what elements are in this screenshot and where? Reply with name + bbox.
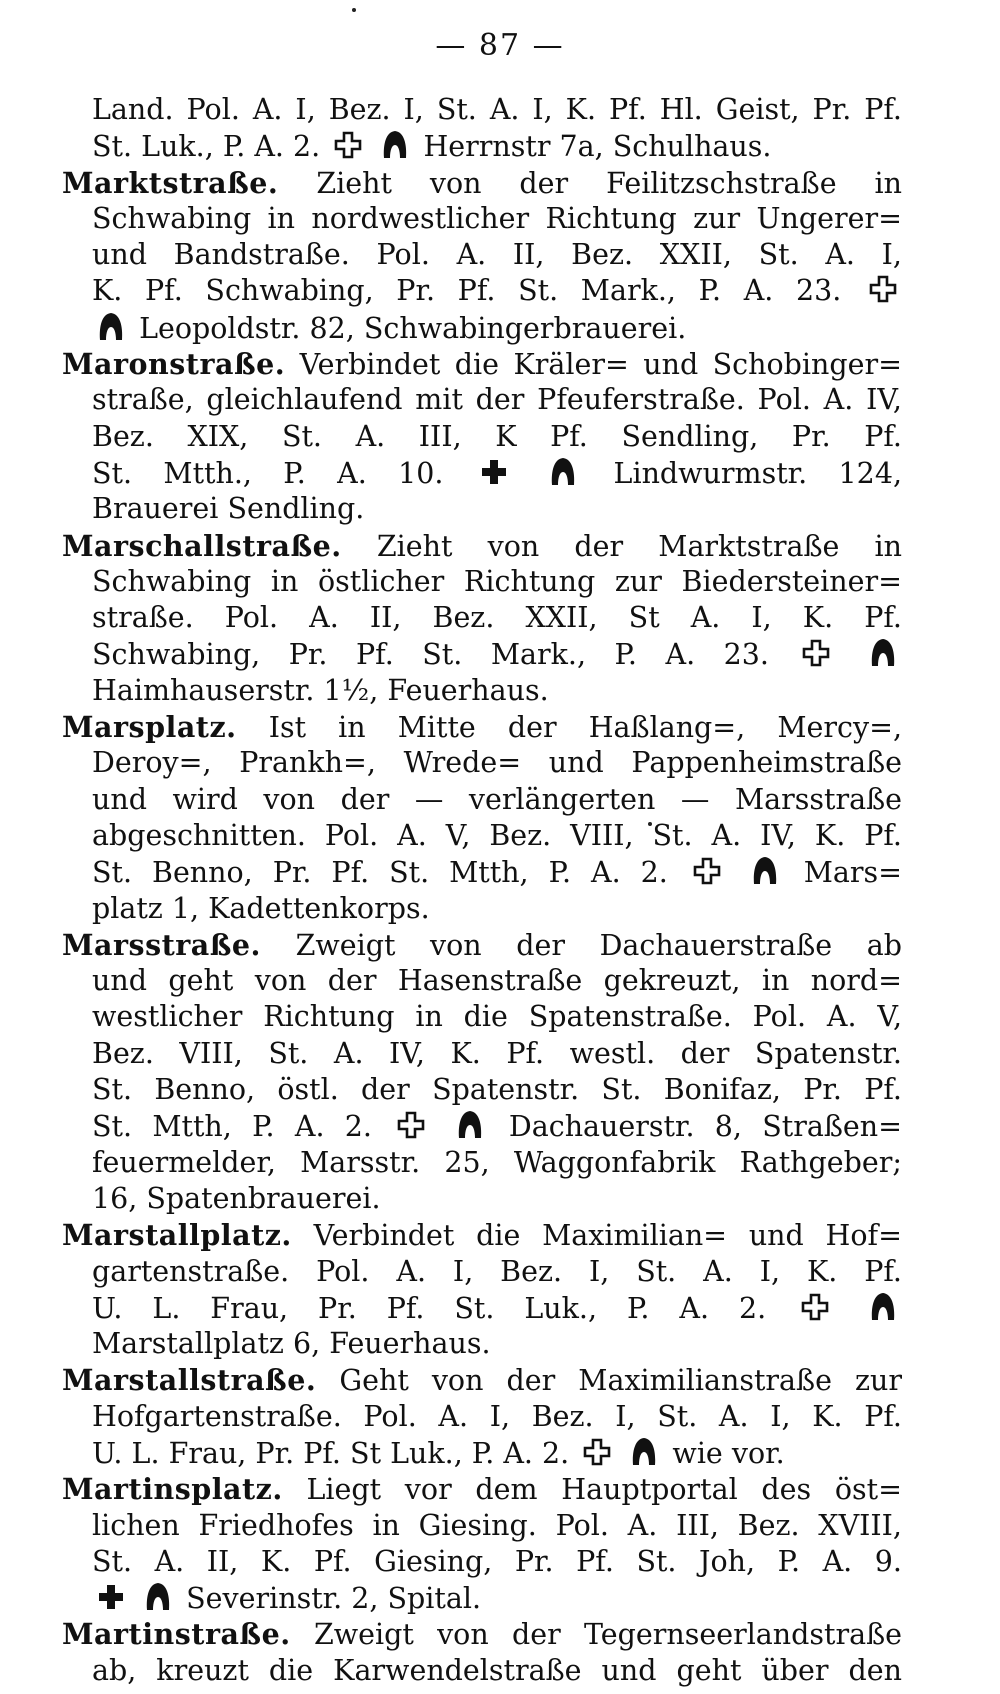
entry-text: Zieht von der Marktstraße in [376, 529, 903, 563]
entry-line [62, 1435, 902, 1471]
hydrant-icon [455, 1108, 485, 1149]
entry-line [62, 1036, 902, 1072]
entry-text: abgeschnitten. Pol. A. V, Bez. VIII, St. A. IV, K. Pf. [92, 818, 902, 852]
entry-text-after-icons: Severinstr. 2, Spital. [186, 1582, 482, 1616]
entry [62, 346, 902, 527]
entry-text: Zweigt von der Dachauerstraße ab [295, 928, 902, 962]
entry-line [62, 1399, 902, 1435]
entry-text: St. Mtth., P. A. 10. [92, 456, 444, 490]
entry-line [62, 600, 902, 636]
entry-text: Zieht von der Feilitzschstraße in [316, 166, 902, 200]
hydrant-icon [380, 128, 410, 169]
entry-headword: Marsstraße. [62, 927, 261, 962]
entry [62, 927, 902, 1217]
entry-text: Schwabing in östlicher Richtung zur Biedersteiner= [92, 564, 902, 598]
entry-line [62, 1580, 902, 1616]
entry-text: ab, kreuzt die Karwendelstraße und geht über den [92, 1653, 902, 1687]
hydrant-icon [868, 1290, 898, 1331]
entry-text: Bez. XIX, St. A. III, K Pf. Sendling, Pr. Pf. [92, 419, 902, 453]
entry-line [62, 927, 902, 963]
entry-text: Deroy=, Prankh=, Wrede= und Pappenheimstraße [92, 746, 902, 780]
entry-headword: Marstallplatz. [62, 1218, 292, 1253]
entry [62, 1362, 902, 1471]
ink-speck [352, 8, 356, 12]
entry-text-after-icons: Dachauerstr. 8, Straßen= [508, 1110, 903, 1144]
cross-outline-icon [396, 1110, 426, 1149]
cross-outline-icon [800, 1292, 830, 1331]
entry-line [62, 673, 902, 709]
entry-line [62, 1108, 902, 1144]
entry-text: Haimhauserstr. 1½, Feuerhaus. [92, 673, 549, 707]
entry-line [62, 854, 902, 890]
entry-line [62, 1290, 902, 1326]
entry-text: Verbindet die Kräler= und Schobinger= [299, 348, 902, 382]
entry-line [62, 1544, 902, 1580]
entry-text: Hofgartenstraße. Pol. A. I, Bez. I, St. A. I, K. Pf. [92, 1399, 902, 1433]
page-number: — 87 — [435, 28, 565, 63]
hydrant-icon [868, 636, 898, 677]
entry-text: St. Benno, Pr. Pf. St. Mtth, P. A. 2. [92, 856, 668, 890]
entry-headword: Marsplatz. [62, 710, 237, 745]
entry-line [62, 491, 902, 527]
entry-text: westlicher Richtung in die Spatenstraße. Pol. A. V, [92, 1000, 902, 1034]
entry-text: K. Pf. Schwabing, Pr. Pf. St. Mark., P. A. 23. [92, 274, 842, 308]
entry-text: gartenstraße. Pol. A. I, Bez. I, St. A. I, K. Pf. [92, 1254, 902, 1288]
entry-text: Land. Pol. A. I, Bez. I, St. A. I, K. Pf. Hl. Geist, Pr. Pf. [92, 93, 902, 126]
cross-solid-icon [479, 457, 509, 496]
entry-text: Bez. VIII, St. A. IV, K. Pf. westl. der Spatenstr. [92, 1036, 902, 1070]
hydrant-icon [143, 1580, 173, 1621]
entry-line [62, 92, 902, 128]
entry-line [62, 1217, 902, 1253]
entry-line [62, 1326, 902, 1362]
entry-text: Ist in Mitte der Haßlang=, Mercy=, [268, 711, 903, 745]
entry-line [62, 999, 902, 1035]
entry-line [62, 455, 902, 491]
entry-text: straße, gleichlaufend mit der Pfeuferstraße. Pol. A. IV, [92, 383, 902, 417]
hydrant-icon [548, 455, 578, 496]
hydrant-icon [96, 310, 126, 351]
entry-text: Brauerei Sendling. [92, 492, 365, 526]
entry-text: Schwabing in nordwestlicher Richtung zur Ungerer= [92, 201, 902, 235]
entry-text-after-icons: Mars= [803, 856, 903, 890]
entry-line [62, 165, 902, 201]
entry-text: platz 1, Kadettenkorps. [92, 891, 430, 925]
entry-text: Geht von der Maximilianstraße zur [339, 1364, 902, 1398]
entry-headword: Martinsplatz. [62, 1472, 283, 1507]
entry [62, 1471, 902, 1616]
entry-text: 16, Spatenbrauerei. [92, 1181, 381, 1215]
entry-line [62, 1362, 902, 1398]
entry-text: und geht von der Hasenstraße gekreuzt, in nord= [92, 964, 902, 998]
directory-entries [62, 92, 902, 1689]
entry-line [62, 1471, 902, 1507]
entry-headword: Marstallstraße. [62, 1363, 317, 1398]
entry-text-after-icons: Leopoldstr. 82, Schwabingerbrauerei. [139, 311, 687, 345]
entry-line [62, 528, 902, 564]
entry [62, 165, 902, 346]
entry-line [62, 564, 902, 600]
entry-line [62, 963, 902, 999]
entry-text: St. Mtth, P. A. 2. [92, 1110, 372, 1144]
entry-text-after-icons: wie vor. [672, 1436, 785, 1470]
cross-outline-icon [692, 856, 722, 895]
entry-line [62, 201, 902, 237]
entry-text: feuermelder, Marsstr. 25, Waggonfabrik Rathgeber; [92, 1145, 902, 1179]
entry-line [62, 1181, 902, 1217]
entry-line [62, 636, 902, 672]
entry-line [62, 419, 902, 455]
entry-text: St. A. II, K. Pf. Giesing, Pr. Pf. St. Joh, P. A. 9. [92, 1544, 902, 1578]
cross-outline-icon [801, 638, 831, 677]
entry-text: U. L. Frau, Pr. Pf. St Luk., P. A. 2. [92, 1436, 570, 1470]
entry-text: Schwabing, Pr. Pf. St. Mark., P. A. 23. [92, 638, 769, 672]
hydrant-icon [750, 854, 780, 895]
entry-line [62, 818, 902, 854]
entry [62, 1616, 902, 1689]
entry-text: St. Benno, östl. der Spatenstr. St. Bonifaz, Pr. Pf. [92, 1073, 902, 1107]
entry-headword: Martinstraße. [62, 1617, 291, 1652]
entry [62, 528, 902, 709]
entry-line [62, 273, 902, 309]
entry-line [62, 382, 902, 418]
entry-line [62, 1508, 902, 1544]
hydrant-icon [629, 1435, 659, 1476]
entry-text-after-icons: Herrnstr 7a, Schulhaus. [423, 130, 772, 164]
entry-line [62, 237, 902, 273]
entry-line [62, 310, 902, 346]
entry-text: lichen Friedhofes in Giesing. Pol. A. III, Bez. XVIII, [92, 1508, 902, 1542]
entry [62, 92, 902, 165]
entry-line [62, 891, 902, 927]
entry-text: U. L. Frau, Pr. Pf. St. Luk., P. A. 2. [92, 1291, 767, 1325]
entry [62, 1217, 902, 1362]
cross-outline-icon [333, 130, 363, 169]
entry [62, 709, 902, 927]
entry-text-after-icons: Lindwurmstr. 124, [613, 456, 903, 490]
entry-text: und Bandstraße. Pol. A. II, Bez. XXII, St. A. I, [92, 238, 902, 272]
entry-headword: Marschallstraße. [62, 528, 342, 563]
entry-text: St. Luk., P. A. 2. [92, 130, 321, 164]
entry-line [62, 745, 902, 781]
entry-text: straße. Pol. A. II, Bez. XXII, St A. I, K. Pf. [92, 601, 902, 635]
entry-line [62, 1616, 902, 1652]
entry-line [62, 1145, 902, 1181]
entry-line [62, 782, 902, 818]
entry-text: Marstallplatz 6, Feuerhaus. [92, 1327, 491, 1361]
entry-line [62, 709, 902, 745]
entry-text: Zweigt von der Tegernseerlandstraße [313, 1618, 902, 1652]
entry-headword: Maronstraße. [62, 347, 286, 382]
entry-line [62, 128, 902, 164]
entry-line [62, 1653, 902, 1689]
cross-outline-icon [868, 274, 898, 313]
entry-headword: Marktstraße. [62, 165, 279, 200]
entry-text: Liegt vor dem Hauptportal des öst= [306, 1473, 902, 1507]
entry-text: Verbindet die Maximilian= und Hof= [313, 1219, 902, 1253]
entry-text: und wird von der — verlängerten — Marsstraße [92, 782, 902, 816]
entry-line [62, 1072, 902, 1108]
entry-line [62, 346, 902, 382]
entry-line [62, 1254, 902, 1290]
